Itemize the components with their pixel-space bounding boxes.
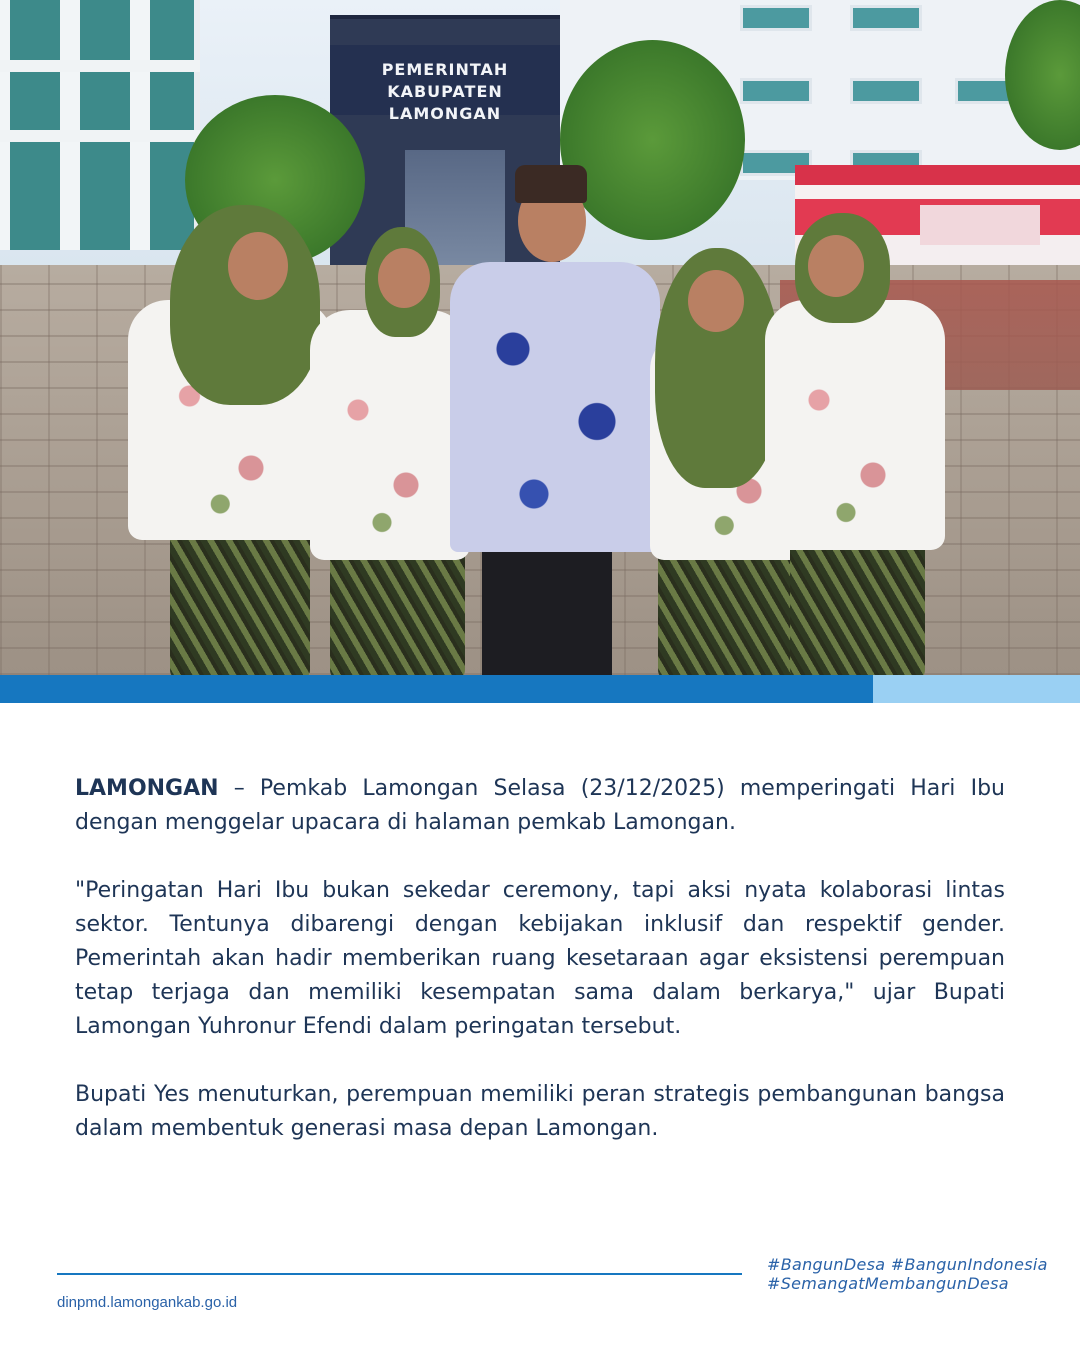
hashtag-line-2: #SemangatMembangunDesa: [767, 1274, 1009, 1293]
paragraph-1-text: – Pemkab Lamongan Selasa (23/12/2025) memperingati Hari Ibu dengan menggelar upacara di halaman pemkab Lamongan.: [75, 776, 1005, 835]
dateline: LAMONGAN: [75, 776, 219, 801]
article-body: [75, 772, 1005, 1180]
accent-stripe-dark: [0, 675, 873, 703]
paragraph-1: [75, 772, 1005, 840]
left-building: [0, 0, 200, 250]
website-url[interactable]: dinpmd.lamongankab.go.id: [57, 1294, 238, 1311]
paragraph-2: "Peringatan Hari Ibu bukan sekedar ceremony, tapi aksi nyata kolaborasi lintas sektor. Tentunya dibarengi dengan kebijakan inklusif dan respektif gender. Pemerintah akan hadir memberikan ruang kesetaraan agar eksistensi perempuan tetap terjaga dan memiliki kesempatan sama dalam berkarya," ujar Bupati Lamongan Yuhronur Efendi dalam peringatan tersebut.: [75, 878, 1005, 1039]
sign-line-1: PEMERINTAH: [381, 60, 509, 79]
tree: [560, 40, 745, 240]
hashtag-line-1: #BangunDesa #BangunIndonesia: [767, 1255, 1048, 1274]
accent-stripe-light: [873, 675, 1080, 703]
paragraph-3: Bupati Yes menuturkan, perempuan memiliki peran strategis pembangunan bangsa dalam membentuk generasi masa depan Lamongan.: [75, 1082, 1005, 1141]
footer-divider: [57, 1273, 742, 1275]
hashtags: [767, 1255, 1067, 1293]
building-sign: [330, 45, 560, 123]
sign-line-2: KABUPATEN LAMONGAN: [387, 82, 503, 123]
